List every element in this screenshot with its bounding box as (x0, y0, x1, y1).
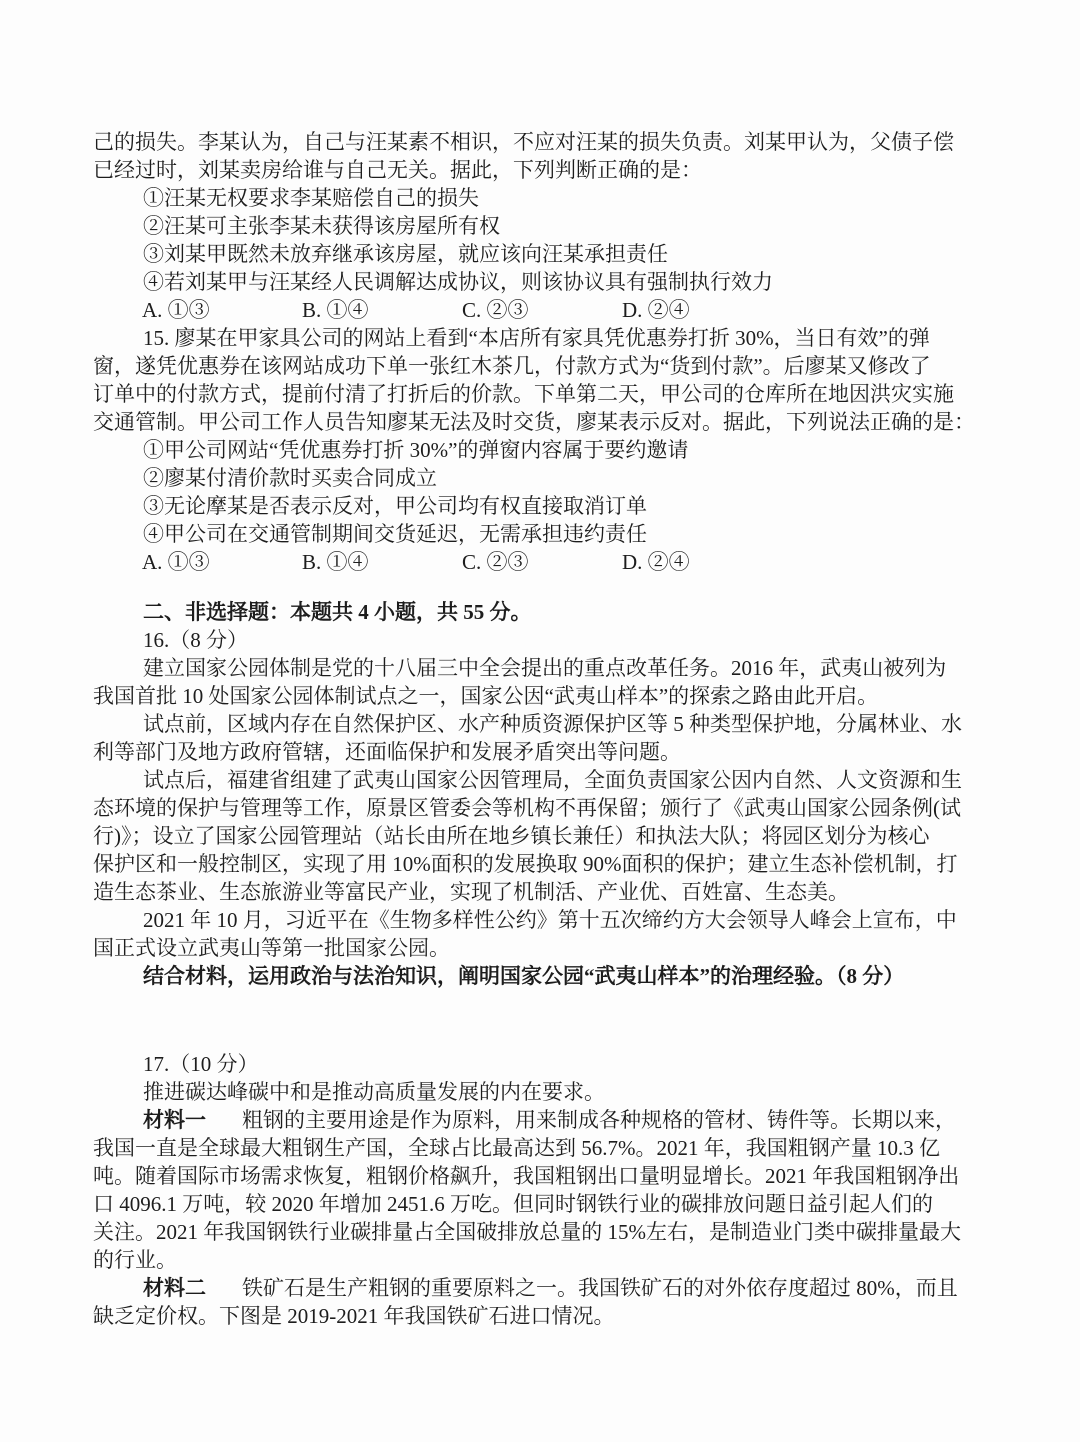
text-line: 国正式设立武夷山等第一批国家公园。 (93, 936, 450, 960)
text-line: ④甲公司在交通管制期间交货延迟，无需承担违约责任 (143, 522, 647, 546)
document-text (93, 128, 990, 1330)
material-label: 材料一 (143, 1108, 206, 1132)
text-line: 我国一直是全球最大粗钢生产国，全球占比最高达到 56.7%。2021 年，我国粗钢产量 10.3 亿 (93, 1136, 940, 1160)
text-line: 利等部门及地方政府管辖，还面临保护和发展矛盾突出等问题。 (93, 740, 681, 764)
text-line (93, 548, 990, 576)
text-line: 行)》；设立了国家公园管理站（站长由所在地乡镇长兼任）和执法大队；将园区划分为核心 (93, 824, 930, 848)
text-line (93, 1274, 990, 1302)
answer-option: A. ①③ (142, 298, 210, 322)
text-line: 建立国家公园体制是党的十八届三中全会提出的重点改革任务。2016 年，武夷山被列为 (143, 656, 947, 680)
text-line: 试点前，区域内存在自然保护区、水产种质资源保护区等 5 种类型保护地，分属林业、水 (143, 712, 962, 736)
material-label: 材料二 (143, 1276, 206, 1300)
answer-option: B. ①④ (302, 298, 369, 322)
text-line: 己的损失。李某认为，自己与汪某素不相识，不应对汪某的损失负责。刘某甲认为，父债子偿 (93, 130, 954, 154)
text-line: 2021 年 10 月，习近平在《生物多样性公约》第十五次缔约方大会领导人峰会上宣布，中 (143, 908, 957, 932)
text-line (93, 1106, 990, 1134)
text-line: 保护区和一般控制区，实现了用 10%面积的发展换取 90%面积的保护；建立生态补偿机制，打 (93, 852, 958, 876)
answer-option: C. ②③ (462, 550, 529, 574)
text-line: 缺乏定价权。下图是 2019-2021 年我国铁矿石进口情况。 (93, 1304, 615, 1328)
text-line: 关注。2021 年我国钢铁行业碳排量占全国破排放总量的 15%左右，是制造业门类中碳排量最大 (93, 1220, 961, 1244)
text-segment: 铁矿石是生产粗钢的重要原料之一。我国铁矿石的对外依存度超过 80%，而且 (242, 1276, 958, 1300)
text-line: 15. 廖某在甲家具公司的网站上看到“本店所有家具凭优惠券打折 30%，当日有效”的弹 (143, 326, 930, 350)
text-line: 的行业。 (93, 1248, 177, 1272)
text-line: ③刘某甲既然未放弃继承该房屋，就应该向汪某承担责任 (143, 242, 668, 266)
text-line: ②廖某付清价款时买卖合同成立 (143, 466, 437, 490)
text-line: 推进碳达峰碳中和是推动高质量发展的内在要求。 (143, 1080, 605, 1104)
text-line: ①甲公司网站“凭优惠券打折 30%”的弹窗内容属于要约邀请 (143, 438, 689, 462)
question-number: 17.（10 分） (143, 1052, 259, 1076)
text-line: 口 4096.1 万吨，较 2020 年增加 2451.6 万吃。但同时钢铁行业的碳排放问题日益引起人们的 (93, 1192, 933, 1216)
answer-option: C. ②③ (462, 298, 529, 322)
text-line: 造生态茶业、生态旅游业等富民产业，实现了机制活、产业优、百姓富、生态美。 (93, 880, 849, 904)
blank-gap (93, 576, 990, 598)
text-segment: 粗钢的主要用途是作为原料，用来制成各种规格的管材、铸件等。长期以来， (242, 1108, 956, 1132)
question-task: 结合材料，运用政治与法治知识，阐明国家公园“武夷山样本”的治理经验。（8 分） (143, 964, 905, 988)
text-line: ④若刘某甲与汪某经人民调解达成协议，则该协议具有强制执行效力 (143, 270, 773, 294)
text-line: 交通管制。甲公司工作人员告知廖某无法及时交货，廖某表示反对。据此，下列说法正确的是： (93, 410, 975, 434)
text-line: ②汪某可主张李某未获得该房屋所有权 (143, 214, 500, 238)
text-line: ①汪某无权要求李某赔偿自己的损失 (143, 186, 479, 210)
text-line: 试点后，福建省组建了武夷山国家公因管理局，全面负责国家公因内自然、人文资源和生 (143, 768, 962, 792)
answer-option: D. ②④ (622, 298, 690, 322)
text-line: 已经过时，刘某卖房给谁与自己无关。据此，下列判断正确的是： (93, 158, 702, 182)
text-line: ③无论摩某是否表示反对，甲公司均有权直接取消订单 (143, 494, 647, 518)
text-line: 我国首批 10 处国家公园体制试点之一，国家公因“武夷山样本”的探索之路由此开启。 (93, 684, 879, 708)
answer-option: A. ①③ (142, 550, 210, 574)
answer-option: B. ①④ (302, 550, 369, 574)
blank-gap (93, 990, 990, 1050)
text-line: 窗，遂凭优惠券在该网站成功下单一张红木茶几，付款方式为“货到付款”。后廖某又修改了 (93, 354, 931, 378)
question-number: 16.（8 分） (143, 628, 248, 652)
section-heading: 二、非选择题：本题共 4 小题，共 55 分。 (143, 600, 532, 624)
text-line: 订单中的付款方式，提前付清了打折后的价款。下单第二天，甲公司的仓库所在地因洪灾实施 (93, 382, 954, 406)
text-line: 态环境的保护与管理等工作，原景区管委会等机构不再保留；颁行了《武夷山国家公园条例(试 (93, 796, 961, 820)
text-line: 吨。随着国际市场需求恢复，粗钢价格飙升，我国粗钢出口量明显增长。2021 年我国粗钢净出 (93, 1164, 960, 1188)
text-line (93, 296, 990, 324)
answer-option: D. ②④ (622, 550, 690, 574)
